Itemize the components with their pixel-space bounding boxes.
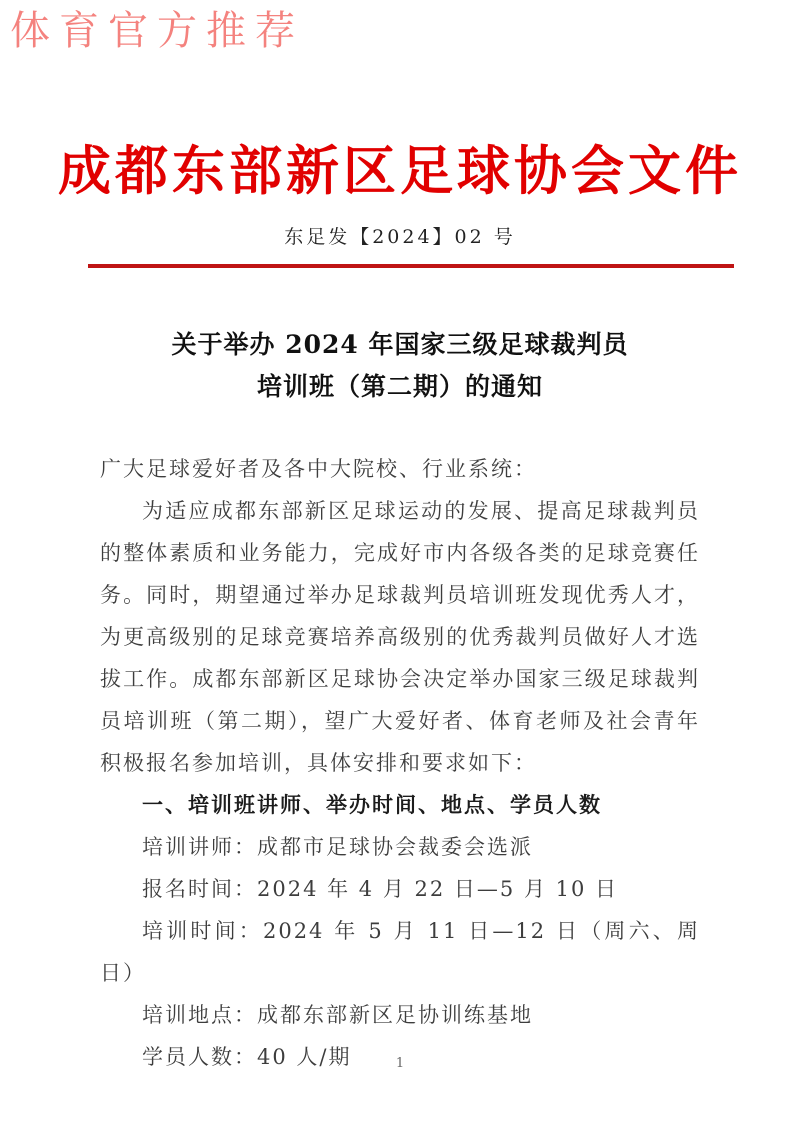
intro-paragraph: 为适应成都东部新区足球运动的发展、提高足球裁判员的整体素质和业务能力，完成好市内各级各类的足球竞赛任务。同时，期望通过举办足球裁判员培训班发现优秀人才，为更高级别的足球竞赛培养高级别的优秀裁判员做好人才选拔工作。成都东部新区足球协会决定举办国家三级足球裁判员培训班（第二期），望广大爱好者、体育老师及社会青年积极报名参加培训，具体安排和要求如下： xyxy=(100,499,700,775)
red-divider-rule xyxy=(88,264,734,268)
org-title: 成都东部新区足球协会文件 xyxy=(58,140,742,202)
document-body xyxy=(100,448,700,1078)
document-title xyxy=(0,324,800,408)
detail-line-registration-time: 报名时间：2024 年 4 月 22 日—5 月 10 日 xyxy=(142,877,619,901)
detail-line-student-count: 学员人数：40 人/期 xyxy=(142,1045,352,1069)
detail-line-trainer: 培训讲师：成都市足球协会裁委会选派 xyxy=(142,835,533,859)
detail-line-training-time: 培训时间：2024 年 5 月 11 日—12 日（周六、周日） xyxy=(100,919,700,985)
salutation-line: 广大足球爱好者及各中大院校、行业系统： xyxy=(100,457,537,481)
page-number: 1 xyxy=(395,1056,405,1071)
section-1-heading: 一、培训班讲师、举办时间、地点、学员人数 xyxy=(142,793,602,817)
document-title-line2: 培训班（第二期）的通知 xyxy=(256,372,543,401)
document-title-line1: 关于举办 2024 年国家三级足球裁判员 xyxy=(171,330,629,359)
doc-number: 东足发【2024】02 号 xyxy=(284,226,516,248)
detail-line-location: 培训地点：成都东部新区足协训练基地 xyxy=(142,1003,533,1027)
watermark-text: 体育官方推荐 xyxy=(10,8,304,54)
